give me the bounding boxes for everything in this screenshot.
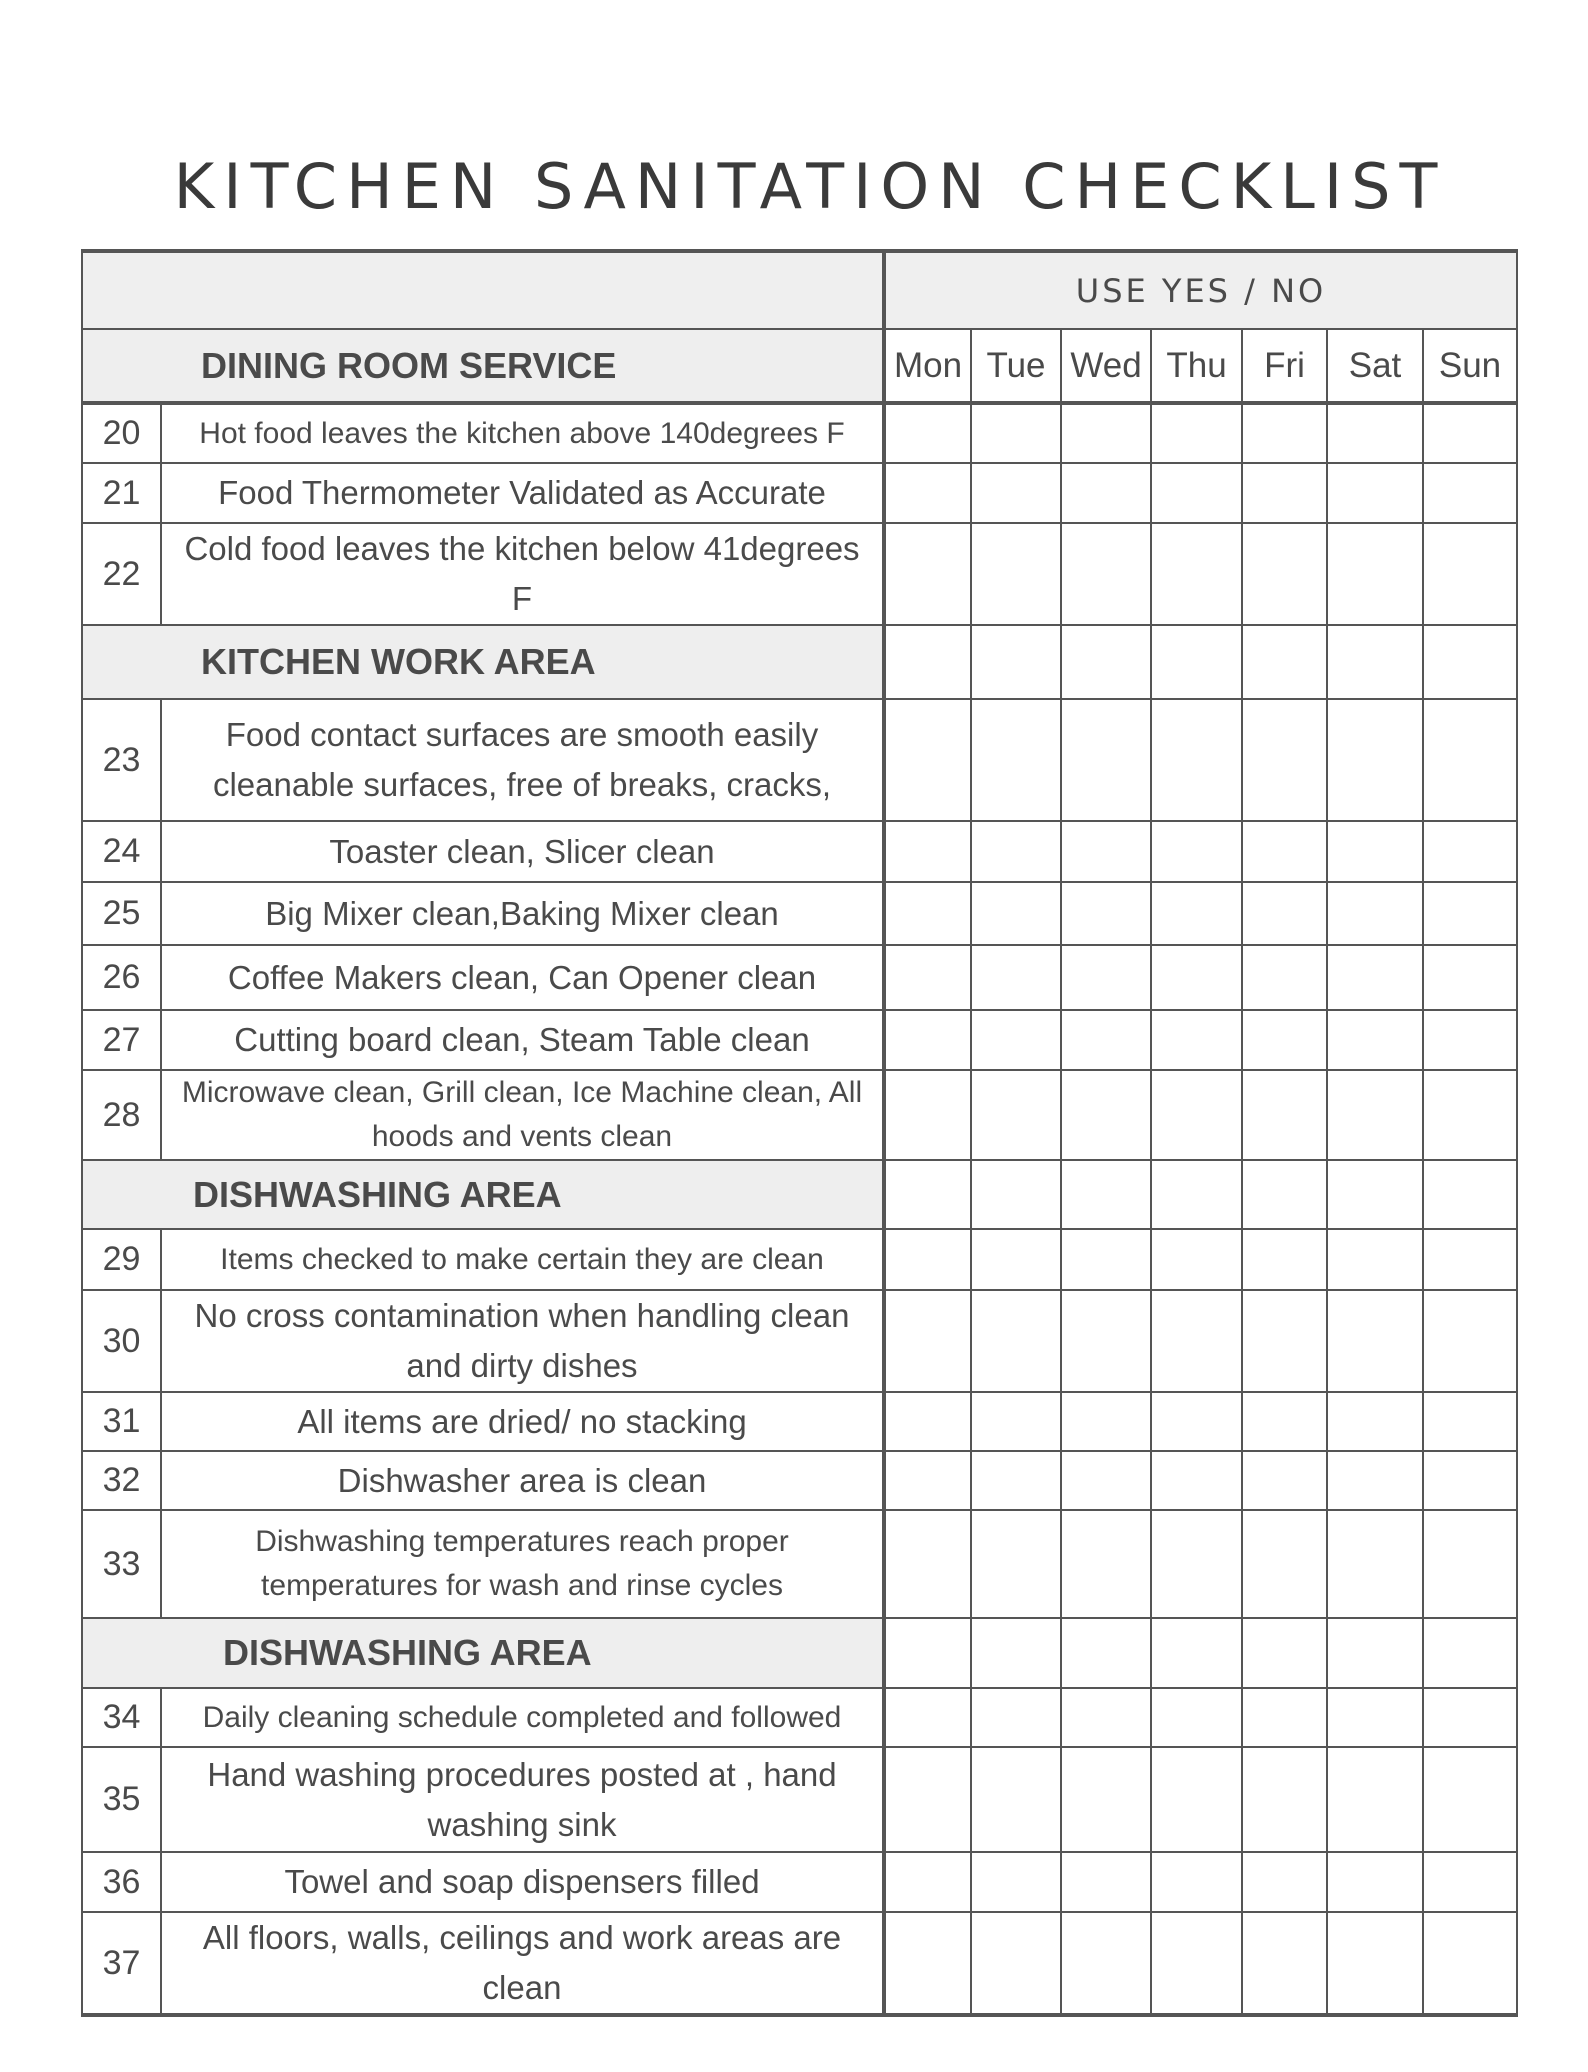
day-header-sun: Sun xyxy=(1423,329,1517,403)
section-heading-row xyxy=(82,625,1517,699)
item-description: Toaster clean, Slicer clean xyxy=(161,821,884,882)
checkbox-cell-31-fri[interactable] xyxy=(1242,1392,1327,1451)
checkbox-cell-34-tue[interactable] xyxy=(971,1688,1061,1747)
use-yes-no-header: USE YES / NO xyxy=(884,251,1517,329)
checkbox-cell-37-tue[interactable] xyxy=(971,1912,1061,2015)
checkbox-cell-35-sat[interactable] xyxy=(1327,1747,1423,1852)
checkbox-cell-23-fri[interactable] xyxy=(1242,699,1327,821)
item-description: Dishwasher area is clean xyxy=(161,1451,884,1510)
checkbox-cell-28-tue[interactable] xyxy=(971,1070,1061,1160)
checkbox-cell-section1-thu[interactable] xyxy=(1151,625,1242,699)
item-number: 23 xyxy=(82,699,161,821)
item-description: Coffee Makers clean, Can Opener clean xyxy=(161,945,884,1010)
item-number: 36 xyxy=(82,1852,161,1912)
checkbox-cell-32-wed[interactable] xyxy=(1061,1451,1151,1510)
checklist-row xyxy=(82,463,1517,523)
checkbox-cell-30-sun[interactable] xyxy=(1423,1290,1517,1392)
checkbox-cell-31-sat[interactable] xyxy=(1327,1392,1423,1451)
checkbox-cell-section2-mon[interactable] xyxy=(884,1160,971,1229)
day-header-thu: Thu xyxy=(1151,329,1242,403)
item-description: All items are dried/ no stacking xyxy=(161,1392,884,1451)
checkbox-cell-23-sun[interactable] xyxy=(1423,699,1517,821)
checklist-row xyxy=(82,1510,1517,1618)
checkbox-cell-36-sat[interactable] xyxy=(1327,1852,1423,1912)
checkbox-cell-22-fri[interactable] xyxy=(1242,523,1327,625)
header-blank-cell xyxy=(82,251,884,329)
checklist-row xyxy=(82,1070,1517,1160)
checkbox-cell-27-tue[interactable] xyxy=(971,1010,1061,1070)
checkbox-cell-30-sat[interactable] xyxy=(1327,1290,1423,1392)
checkbox-cell-37-sat[interactable] xyxy=(1327,1912,1423,2015)
checkbox-cell-29-sun[interactable] xyxy=(1423,1229,1517,1290)
item-number: 22 xyxy=(82,523,161,625)
checkbox-cell-24-wed[interactable] xyxy=(1061,821,1151,882)
checkbox-cell-27-mon[interactable] xyxy=(884,1010,971,1070)
checklist-row xyxy=(82,1852,1517,1912)
item-description: Food contact surfaces are smooth easily cleanable surfaces, free of breaks, cracks, xyxy=(161,699,884,821)
checkbox-cell-36-mon[interactable] xyxy=(884,1852,971,1912)
item-description: Food Thermometer Validated as Accurate xyxy=(161,463,884,523)
checkbox-cell-20-sat[interactable] xyxy=(1327,403,1423,463)
section-heading: DISHWASHING AREA xyxy=(82,1618,884,1688)
item-number: 25 xyxy=(82,882,161,945)
checkbox-cell-21-sun[interactable] xyxy=(1423,463,1517,523)
item-description: Dishwashing temperatures reach proper temperatures for wash and rinse cycles xyxy=(161,1510,884,1618)
checkbox-cell-22-sun[interactable] xyxy=(1423,523,1517,625)
checkbox-cell-20-tue[interactable] xyxy=(971,403,1061,463)
item-description: Microwave clean, Grill clean, Ice Machine clean, All hoods and vents clean xyxy=(161,1070,884,1160)
checkbox-cell-31-sun[interactable] xyxy=(1423,1392,1517,1451)
checkbox-cell-37-sun[interactable] xyxy=(1423,1912,1517,2015)
checkbox-cell-29-mon[interactable] xyxy=(884,1229,971,1290)
checklist-row xyxy=(82,1010,1517,1070)
checkbox-cell-20-sun[interactable] xyxy=(1423,403,1517,463)
item-number: 37 xyxy=(82,1912,161,2015)
checklist-row xyxy=(82,1688,1517,1747)
checkbox-cell-section3-wed[interactable] xyxy=(1061,1618,1151,1688)
checkbox-cell-section2-wed[interactable] xyxy=(1061,1160,1151,1229)
checklist-row xyxy=(82,882,1517,945)
checkbox-cell-22-thu[interactable] xyxy=(1151,523,1242,625)
item-description: Hot food leaves the kitchen above 140degrees F xyxy=(161,403,884,463)
checkbox-cell-26-sun[interactable] xyxy=(1423,945,1517,1010)
checkbox-cell-37-mon[interactable] xyxy=(884,1912,971,2015)
checkbox-cell-section1-mon[interactable] xyxy=(884,625,971,699)
item-number: 21 xyxy=(82,463,161,523)
checkbox-cell-27-thu[interactable] xyxy=(1151,1010,1242,1070)
checkbox-cell-24-mon[interactable] xyxy=(884,821,971,882)
checkbox-cell-28-fri[interactable] xyxy=(1242,1070,1327,1160)
checkbox-cell-30-fri[interactable] xyxy=(1242,1290,1327,1392)
item-description: Items checked to make certain they are clean xyxy=(161,1229,884,1290)
section-heading-row xyxy=(82,1160,1517,1229)
checkbox-cell-section3-tue[interactable] xyxy=(971,1618,1061,1688)
checkbox-cell-35-mon[interactable] xyxy=(884,1747,971,1852)
checkbox-cell-22-mon[interactable] xyxy=(884,523,971,625)
checkbox-cell-33-tue[interactable] xyxy=(971,1510,1061,1618)
item-description: All floors, walls, ceilings and work areas are clean xyxy=(161,1912,884,2015)
checkbox-cell-29-tue[interactable] xyxy=(971,1229,1061,1290)
checkbox-cell-37-thu[interactable] xyxy=(1151,1912,1242,2015)
checkbox-cell-28-sat[interactable] xyxy=(1327,1070,1423,1160)
checkbox-cell-24-sun[interactable] xyxy=(1423,821,1517,882)
checkbox-cell-section3-sun[interactable] xyxy=(1423,1618,1517,1688)
checkbox-cell-27-sun[interactable] xyxy=(1423,1010,1517,1070)
checkbox-cell-35-sun[interactable] xyxy=(1423,1747,1517,1852)
item-description: Towel and soap dispensers filled xyxy=(161,1852,884,1912)
checkbox-cell-27-sat[interactable] xyxy=(1327,1010,1423,1070)
checkbox-cell-25-thu[interactable] xyxy=(1151,882,1242,945)
checkbox-cell-35-thu[interactable] xyxy=(1151,1747,1242,1852)
checkbox-cell-33-thu[interactable] xyxy=(1151,1510,1242,1618)
checkbox-cell-36-wed[interactable] xyxy=(1061,1852,1151,1912)
checklist-row xyxy=(82,1747,1517,1852)
checkbox-cell-section3-mon[interactable] xyxy=(884,1618,971,1688)
checkbox-cell-24-sat[interactable] xyxy=(1327,821,1423,882)
checkbox-cell-32-sat[interactable] xyxy=(1327,1451,1423,1510)
item-number: 34 xyxy=(82,1688,161,1747)
checkbox-cell-21-thu[interactable] xyxy=(1151,463,1242,523)
item-number: 20 xyxy=(82,403,161,463)
day-header-mon: Mon xyxy=(884,329,971,403)
checkbox-cell-26-mon[interactable] xyxy=(884,945,971,1010)
checkbox-cell-31-thu[interactable] xyxy=(1151,1392,1242,1451)
section-heading: DISHWASHING AREA xyxy=(82,1160,884,1229)
checkbox-cell-31-mon[interactable] xyxy=(884,1392,971,1451)
item-description: Daily cleaning schedule completed and followed xyxy=(161,1688,884,1747)
item-number: 26 xyxy=(82,945,161,1010)
checkbox-cell-section3-fri[interactable] xyxy=(1242,1618,1327,1688)
checkbox-cell-26-tue[interactable] xyxy=(971,945,1061,1010)
section-heading-row xyxy=(82,1618,1517,1688)
checkbox-cell-34-wed[interactable] xyxy=(1061,1688,1151,1747)
item-number: 29 xyxy=(82,1229,161,1290)
item-description: Cutting board clean, Steam Table clean xyxy=(161,1010,884,1070)
checkbox-cell-21-tue[interactable] xyxy=(971,463,1061,523)
checkbox-cell-33-mon[interactable] xyxy=(884,1510,971,1618)
checkbox-cell-22-wed[interactable] xyxy=(1061,523,1151,625)
checkbox-cell-20-wed[interactable] xyxy=(1061,403,1151,463)
section-heading: KITCHEN WORK AREA xyxy=(82,625,884,699)
checkbox-cell-section2-tue[interactable] xyxy=(971,1160,1061,1229)
day-header-tue: Tue xyxy=(971,329,1061,403)
checkbox-cell-section1-fri[interactable] xyxy=(1242,625,1327,699)
checkbox-cell-37-fri[interactable] xyxy=(1242,1912,1327,2015)
checkbox-cell-36-fri[interactable] xyxy=(1242,1852,1327,1912)
checkbox-cell-20-fri[interactable] xyxy=(1242,403,1327,463)
checkbox-cell-24-fri[interactable] xyxy=(1242,821,1327,882)
checkbox-cell-32-fri[interactable] xyxy=(1242,1451,1327,1510)
checkbox-cell-22-sat[interactable] xyxy=(1327,523,1423,625)
checkbox-cell-27-wed[interactable] xyxy=(1061,1010,1151,1070)
checkbox-cell-37-wed[interactable] xyxy=(1061,1912,1151,2015)
checkbox-cell-25-sun[interactable] xyxy=(1423,882,1517,945)
checkbox-cell-23-wed[interactable] xyxy=(1061,699,1151,821)
checkbox-cell-23-mon[interactable] xyxy=(884,699,971,821)
checkbox-cell-32-tue[interactable] xyxy=(971,1451,1061,1510)
checkbox-cell-28-sun[interactable] xyxy=(1423,1070,1517,1160)
checkbox-cell-34-thu[interactable] xyxy=(1151,1688,1242,1747)
page-title: KITCHEN SANITATION CHECKLIST xyxy=(173,150,1447,223)
item-description: No cross contamination when handling clean and dirty dishes xyxy=(161,1290,884,1392)
checkbox-cell-26-wed[interactable] xyxy=(1061,945,1151,1010)
checkbox-cell-23-tue[interactable] xyxy=(971,699,1061,821)
checkbox-cell-25-fri[interactable] xyxy=(1242,882,1327,945)
day-header-wed: Wed xyxy=(1061,329,1151,403)
checklist-row xyxy=(82,523,1517,625)
checkbox-cell-34-sun[interactable] xyxy=(1423,1688,1517,1747)
checkbox-cell-21-sat[interactable] xyxy=(1327,463,1423,523)
item-description: Hand washing procedures posted at , hand washing sink xyxy=(161,1747,884,1852)
checkbox-cell-section2-fri[interactable] xyxy=(1242,1160,1327,1229)
checkbox-cell-30-tue[interactable] xyxy=(971,1290,1061,1392)
checkbox-cell-25-tue[interactable] xyxy=(971,882,1061,945)
checkbox-cell-23-thu[interactable] xyxy=(1151,699,1242,821)
checkbox-cell-26-fri[interactable] xyxy=(1242,945,1327,1010)
checkbox-cell-29-thu[interactable] xyxy=(1151,1229,1242,1290)
checkbox-cell-25-mon[interactable] xyxy=(884,882,971,945)
checkbox-cell-32-mon[interactable] xyxy=(884,1451,971,1510)
checkbox-cell-23-sat[interactable] xyxy=(1327,699,1423,821)
checkbox-cell-34-sat[interactable] xyxy=(1327,1688,1423,1747)
checkbox-cell-36-thu[interactable] xyxy=(1151,1852,1242,1912)
checkbox-cell-28-wed[interactable] xyxy=(1061,1070,1151,1160)
checklist-row xyxy=(82,1229,1517,1290)
checkbox-cell-34-mon[interactable] xyxy=(884,1688,971,1747)
checkbox-cell-21-wed[interactable] xyxy=(1061,463,1151,523)
checklist-row xyxy=(82,699,1517,821)
checkbox-cell-35-wed[interactable] xyxy=(1061,1747,1151,1852)
item-number: 32 xyxy=(82,1451,161,1510)
day-header-fri: Fri xyxy=(1242,329,1327,403)
checkbox-cell-section3-sat[interactable] xyxy=(1327,1618,1423,1688)
checkbox-cell-20-thu[interactable] xyxy=(1151,403,1242,463)
checkbox-cell-26-thu[interactable] xyxy=(1151,945,1242,1010)
checklist-row xyxy=(82,1290,1517,1392)
day-header-sat: Sat xyxy=(1327,329,1423,403)
checkbox-cell-22-tue[interactable] xyxy=(971,523,1061,625)
item-number: 33 xyxy=(82,1510,161,1618)
checkbox-cell-30-wed[interactable] xyxy=(1061,1290,1151,1392)
checkbox-cell-25-sat[interactable] xyxy=(1327,882,1423,945)
item-number: 24 xyxy=(82,821,161,882)
section-heading-row xyxy=(82,329,1517,403)
checkbox-cell-24-thu[interactable] xyxy=(1151,821,1242,882)
checkbox-cell-35-fri[interactable] xyxy=(1242,1747,1327,1852)
item-number: 31 xyxy=(82,1392,161,1451)
item-number: 28 xyxy=(82,1070,161,1160)
checkbox-cell-36-tue[interactable] xyxy=(971,1852,1061,1912)
checkbox-cell-21-mon[interactable] xyxy=(884,463,971,523)
checkbox-cell-section1-tue[interactable] xyxy=(971,625,1061,699)
checklist-row xyxy=(82,821,1517,882)
checklist-row xyxy=(82,403,1517,463)
checkbox-cell-section1-wed[interactable] xyxy=(1061,625,1151,699)
checkbox-cell-29-wed[interactable] xyxy=(1061,1229,1151,1290)
checkbox-cell-section2-sun[interactable] xyxy=(1423,1160,1517,1229)
checkbox-cell-28-thu[interactable] xyxy=(1151,1070,1242,1160)
checkbox-cell-29-sat[interactable] xyxy=(1327,1229,1423,1290)
checkbox-cell-26-sat[interactable] xyxy=(1327,945,1423,1010)
item-number: 27 xyxy=(82,1010,161,1070)
item-number: 30 xyxy=(82,1290,161,1392)
checkbox-cell-34-fri[interactable] xyxy=(1242,1688,1327,1747)
checklist-row xyxy=(82,1392,1517,1451)
checkbox-cell-29-fri[interactable] xyxy=(1242,1229,1327,1290)
checkbox-cell-section1-sun[interactable] xyxy=(1423,625,1517,699)
checkbox-cell-33-fri[interactable] xyxy=(1242,1510,1327,1618)
checkbox-cell-31-tue[interactable] xyxy=(971,1392,1061,1451)
checkbox-cell-33-sun[interactable] xyxy=(1423,1510,1517,1618)
checkbox-cell-30-mon[interactable] xyxy=(884,1290,971,1392)
section-heading: DINING ROOM SERVICE xyxy=(82,329,884,403)
checkbox-cell-section2-sat[interactable] xyxy=(1327,1160,1423,1229)
checkbox-cell-32-thu[interactable] xyxy=(1151,1451,1242,1510)
checkbox-cell-20-mon[interactable] xyxy=(884,403,971,463)
checkbox-cell-section3-thu[interactable] xyxy=(1151,1618,1242,1688)
checkbox-cell-section1-sat[interactable] xyxy=(1327,625,1423,699)
checkbox-cell-28-mon[interactable] xyxy=(884,1070,971,1160)
item-number: 35 xyxy=(82,1747,161,1852)
checkbox-cell-36-sun[interactable] xyxy=(1423,1852,1517,1912)
checkbox-cell-25-wed[interactable] xyxy=(1061,882,1151,945)
checkbox-cell-24-tue[interactable] xyxy=(971,821,1061,882)
checklist-row xyxy=(82,1912,1517,2015)
checkbox-cell-section2-thu[interactable] xyxy=(1151,1160,1242,1229)
checkbox-cell-31-wed[interactable] xyxy=(1061,1392,1151,1451)
checkbox-cell-33-sat[interactable] xyxy=(1327,1510,1423,1618)
checklist-row xyxy=(82,1451,1517,1510)
item-description: Cold food leaves the kitchen below 41degrees F xyxy=(161,523,884,625)
checkbox-cell-27-fri[interactable] xyxy=(1242,1010,1327,1070)
checkbox-cell-33-wed[interactable] xyxy=(1061,1510,1151,1618)
checkbox-cell-30-thu[interactable] xyxy=(1151,1290,1242,1392)
checklist-row xyxy=(82,945,1517,1010)
checkbox-cell-35-tue[interactable] xyxy=(971,1747,1061,1852)
item-description: Big Mixer clean,Baking Mixer clean xyxy=(161,882,884,945)
checklist-table xyxy=(81,249,1518,2017)
checkbox-cell-21-fri[interactable] xyxy=(1242,463,1327,523)
checkbox-cell-32-sun[interactable] xyxy=(1423,1451,1517,1510)
